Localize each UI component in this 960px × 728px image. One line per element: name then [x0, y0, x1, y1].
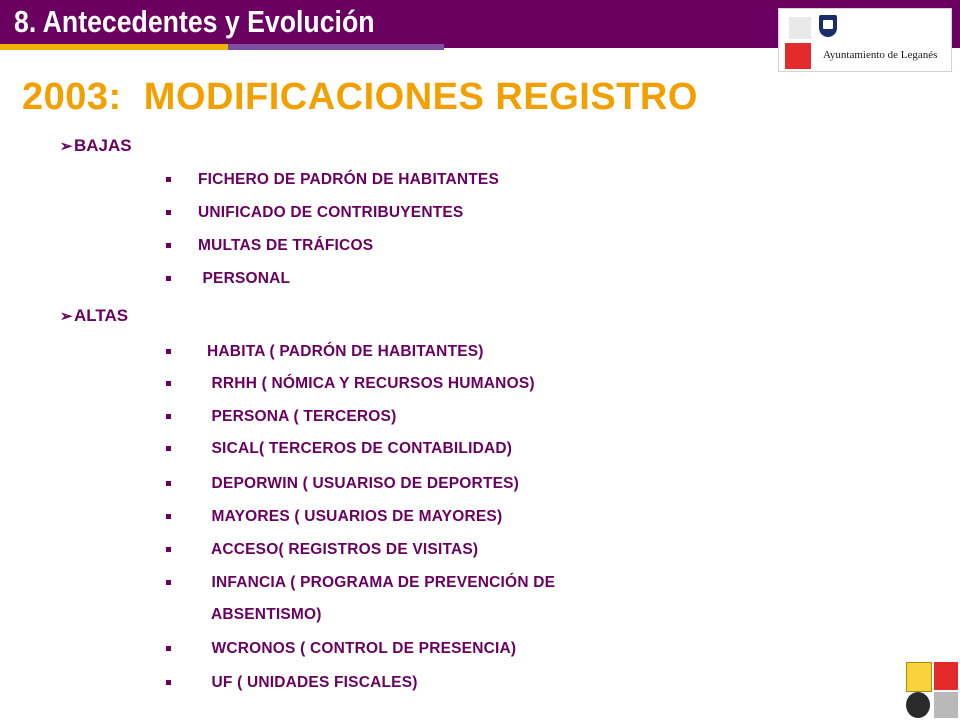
list-item-label: WCRONOS ( CONTROL DE PRESENCIA) [198, 640, 517, 657]
logo-red-block [785, 43, 811, 69]
list-item-label: UF ( UNIDADES FISCALES) [198, 674, 418, 691]
square-bullet-icon [166, 276, 171, 281]
section-label: ALTAS [74, 306, 129, 325]
section-altas [60, 306, 128, 326]
list-item-label: HABITA ( PADRÓN DE HABITANTES) [198, 343, 484, 360]
list-item-label: ACCESO( REGISTROS DE VISITAS) [198, 541, 479, 558]
section-bajas [60, 136, 132, 156]
square-bullet-icon [166, 446, 171, 451]
logo-text: Ayuntamiento de Leganés [823, 49, 938, 61]
section-label: BAJAS [74, 136, 132, 155]
square-bullet-icon [166, 514, 171, 519]
footer-logo-gray-block [934, 692, 958, 718]
list-item-label: MAYORES ( USUARIOS DE MAYORES) [198, 508, 503, 525]
slide-heading: 2003: MODIFICACIONES REGISTRO [22, 76, 698, 118]
square-bullet-icon [166, 481, 171, 486]
list-item-label: FICHERO DE PADRÓN DE HABITANTES [198, 171, 499, 188]
arrow-bullet-icon: ➢ [60, 308, 73, 325]
list-item-label: DEPORWIN ( USUARISO DE DEPORTES) [198, 475, 520, 492]
list-item-label: ABSENTISMO) [198, 606, 322, 623]
square-bullet-icon [166, 349, 171, 354]
square-bullet-icon [166, 243, 171, 248]
list-item-label: RRHH ( NÓMICA Y RECURSOS HUMANOS) [198, 375, 535, 392]
footer-logo-icon [906, 662, 958, 718]
square-bullet-icon [166, 381, 171, 386]
list-item-label: MULTAS DE TRÁFICOS [198, 237, 374, 254]
list-item-label: PERSONAL [198, 270, 291, 287]
footer-logo-yellow-block [906, 662, 932, 692]
list-item-continuation [166, 606, 322, 642]
list-item-label: SICAL( TERCEROS DE CONTABILIDAD) [198, 440, 513, 457]
square-bullet-icon [166, 680, 171, 685]
leganes-shield-icon [819, 15, 837, 37]
list-item [166, 270, 291, 324]
ayuntamiento-logo [778, 8, 952, 72]
arrow-bullet-icon: ➢ [60, 138, 73, 155]
square-bullet-icon [166, 646, 171, 651]
square-bullet-icon [166, 414, 171, 419]
list-item-label: PERSONA ( TERCEROS) [198, 408, 397, 425]
banner-accent-yellow [0, 44, 228, 50]
list-item-label: INFANCIA ( PROGRAMA DE PREVENCIÓN DE [198, 574, 556, 591]
logo-gray-block [789, 17, 811, 39]
section-title: 8. Antecedentes y Evolución [14, 4, 375, 39]
square-bullet-icon [166, 210, 171, 215]
footer-logo-disc [906, 692, 930, 718]
footer-logo-red-block [934, 662, 958, 690]
square-bullet-icon [166, 547, 171, 552]
banner-accent-purple [228, 44, 444, 50]
square-bullet-icon [166, 580, 171, 585]
square-bullet-icon [166, 177, 171, 182]
list-item-label: UNIFICADO DE CONTRIBUYENTES [198, 204, 464, 221]
